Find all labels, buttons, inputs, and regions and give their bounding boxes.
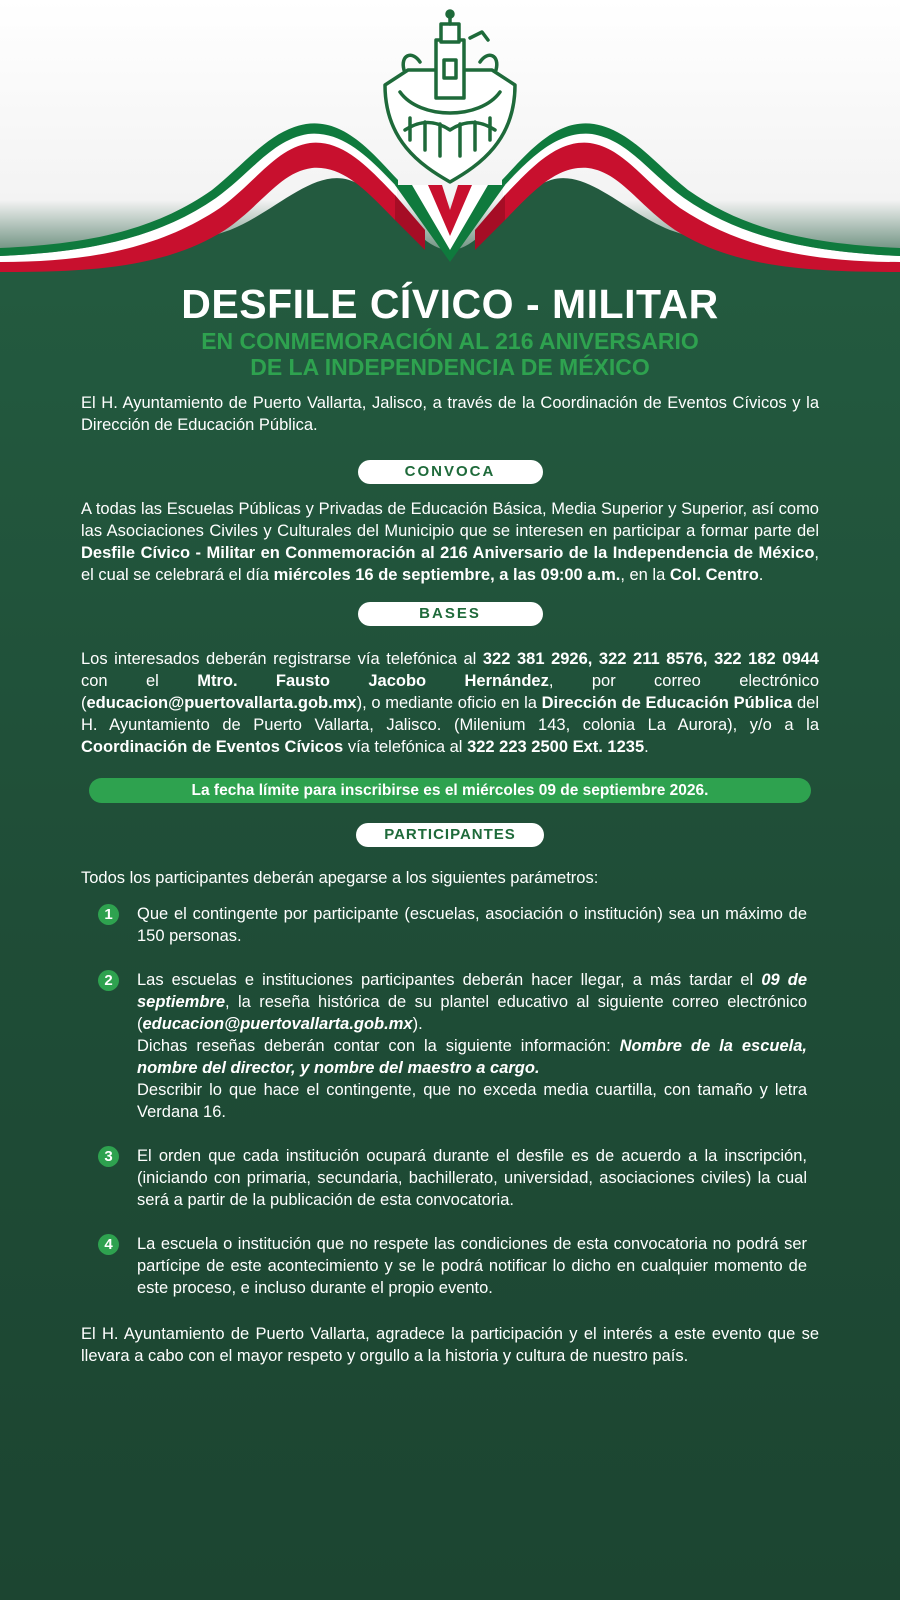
intro-paragraph: El H. Ayuntamiento de Puerto Vallarta, Jalisco, a través de la Coordinación de Eventos Cívicos y la Dirección de Educación Pública. (81, 394, 819, 434)
closing-paragraph: El H. Ayuntamiento de Puerto Vallarta, agradece la participación y el interés a este evento que se llevara a cabo con el mayor respeto y orgullo a la historia y cultura de nuestro país. (81, 1325, 819, 1365)
list-item (80, 903, 820, 947)
list-item-text: El orden que cada institución ocupará durante el desfile es de acuerdo a la inscripción, (iniciando con primaria, secundaria, bachillerato, universidad, asociaciones civiles) la cual será a partir de la publicación de esta convocatoria. (137, 1147, 807, 1209)
bases-paragraph: Los interesados deberán registrarse vía telefónica al 322 381 2926, 322 211 8576, 322 182 0944 con el Mtro. Fausto Jacobo Hernández, por correo electrónico (educacion@puertovallarta.gob.mx), o mediante oficio en la Dirección de Educación Pública del H. Ayuntamiento de Puerto Vallarta, Jalisco. (Milenium 143, colonia La Aurora), y/o a la Coordinación de Eventos Cívicos vía telefónica al 322 223 2500 Ext. 1235. (81, 650, 820, 756)
list-item-text: La escuela o institución que no respete las condiciones de esta convocatoria no podrá ser partícipe de este acontecimiento y se le podrá notificar lo dicho en cualquier momento de este proceso, e incluso durante el propio evento. (137, 1235, 807, 1297)
list-item (80, 1145, 820, 1211)
list-item-text: Las escuelas e instituciones participantes deberán hacer llegar, a más tardar el 09 de septiembre, la reseña histórica de su plantel educativo al siguiente correo electrónico (educacion@puertovallarta.gob.mx). Dichas reseñas deberán contar con la siguiente información: Nombre de la escuela, nombre del director, y nombre del maestro a cargo. Describir lo que hace el contingente, que no exceda media cuartilla, con tamaño y letra Verdana 16. (137, 971, 807, 1121)
list-item-text: Que el contingente por participante (escuelas, asociación o institución) sea un máximo de 150 personas. (137, 905, 807, 945)
number-badge: 3 (98, 1146, 119, 1167)
page-title: DESFILE CÍVICO - MILITAR (181, 281, 719, 327)
subtitle-line-1: EN CONMEMORACIÓN AL 216 ANIVERSARIO (201, 328, 699, 354)
ribbon-banner (0, 0, 900, 300)
subtitle-line-2: DE LA INDEPENDENCIA DE MÉXICO (250, 354, 650, 380)
convoca-badge: CONVOCA (358, 460, 543, 484)
number-badge: 2 (98, 970, 119, 991)
bases-badge: BASES (358, 602, 543, 626)
number-badge: 4 (98, 1234, 119, 1255)
deadline-banner: La fecha límite para inscribirse es el miércoles 09 de septiembre 2026. (89, 778, 811, 803)
parameters-list (80, 903, 820, 1299)
main-content (0, 280, 900, 1367)
list-item (80, 969, 820, 1123)
number-badge: 1 (98, 904, 119, 925)
convoca-paragraph: A todas las Escuelas Públicas y Privadas de Educación Básica, Media Superior y Superior, así como las Asociaciones Civiles y Culturales del Municipio que se interesen en participar a formar parte del Desfile Cívico - Militar en Conmemoración al 216 Aniversario de la Independencia de México, el cual se celebrará el día miércoles 16 de septiembre, a las 09:00 a.m., en la Col. Centro. (81, 500, 819, 584)
participantes-badge: PARTICIPANTES (356, 823, 544, 847)
list-item (80, 1233, 820, 1299)
participantes-intro: Todos los participantes deberán apegarse a los siguientes parámetros: (81, 869, 599, 887)
puerto-vallarta-crest-icon (385, 11, 515, 182)
